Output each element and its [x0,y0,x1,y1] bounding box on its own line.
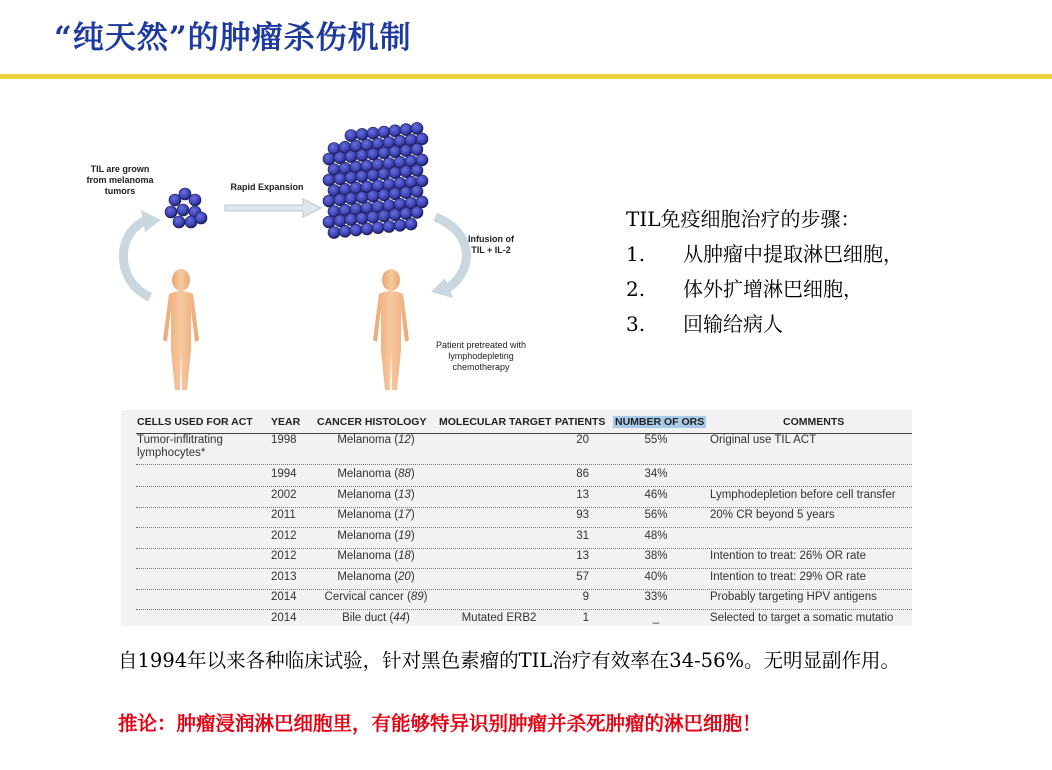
expanded-cell-cluster [323,122,428,238]
cell-year: 2013 [271,570,297,583]
lymphocyte-cell-icon [356,170,368,182]
cell-cells: Tumor-inflitrating lymphocytes* [137,434,223,459]
cell-target: Mutated ERB2 [461,611,537,624]
cell-comments: Intention to treat: 29% OR rate [710,570,866,583]
cell-ors: 40% [644,570,668,583]
cell-year: 2011 [271,509,296,521]
lymphocyte-cell-icon [345,151,357,163]
cell-year: 2014 [271,611,297,624]
lymphocyte-cell-icon [378,168,390,180]
lymphocyte-cell-icon [177,204,189,216]
lymphocyte-cell-icon [372,222,384,234]
table-row [121,487,912,507]
cell-year: 2002 [271,488,297,501]
left-cycle-arrow-icon [123,220,150,297]
step-item [626,237,903,272]
lymphocyte-cell-icon [323,174,335,186]
cell-year: 2012 [271,529,297,542]
label-patient-pretreated: Patient pretreated with lymphodepleting chemotherapy [435,340,527,372]
lymphocyte-cell-icon [389,188,401,200]
cell-comments: Original use TIL ACT [710,434,817,446]
patient-figure-left [163,269,199,390]
lymphocyte-cell-icon [323,195,335,207]
row-divider [136,464,912,465]
cell-comments: Probably targeting HPV antigens [710,591,877,603]
lymphocyte-cell-icon [356,212,368,224]
table-row [121,589,912,609]
cell-histology: Melanoma (12) [337,434,415,446]
lymphocyte-cell-icon [356,191,368,203]
lymphocyte-cell-icon [411,164,423,176]
cell-histology: Melanoma (88) [337,468,415,480]
small-cell-cluster [165,188,207,228]
lymphocyte-cell-icon [356,128,368,140]
lymphocyte-cell-icon [345,130,357,142]
lymphocyte-cell-icon [400,145,412,157]
cell-patients: 93 [576,509,589,521]
lymphocyte-cell-icon [367,190,379,202]
step-text: 回输给病人 [683,312,783,336]
cell-patients: 1 [582,611,589,624]
cell-ors: _ [652,611,660,624]
cell-patients: 13 [576,550,589,562]
cell-ors: 56% [644,509,668,521]
lymphocyte-cell-icon [339,225,351,237]
lymphocyte-cell-icon [411,143,423,155]
lymphocyte-cell-icon [356,149,368,161]
cell-comments: Selected to target a somatic mutatio [710,611,894,624]
steps-heading: TIL免疫细胞治疗的步骤： [626,207,861,231]
cell-ors: 46% [644,488,668,501]
lymphocyte-cell-icon [378,210,390,222]
lymphocyte-cell-icon [334,152,346,164]
left-arrowhead-icon [141,210,161,232]
lymphocyte-cell-icon [367,148,379,160]
cell-year: 1994 [271,468,297,480]
cell-histology: Melanoma (18) [337,550,415,562]
cell-histology: Melanoma (17) [337,509,415,521]
lymphocyte-cell-icon [383,221,395,233]
lymphocyte-cell-icon [361,223,373,235]
cell-ors: 55% [644,434,668,446]
step-number: 1. [626,242,646,266]
lymphocyte-cell-icon [189,194,201,206]
cell-histology: Bile duct (44) [342,611,410,624]
lymphocyte-cell-icon [367,211,379,223]
step-text: 从肿瘤中提取淋巴细胞， [683,242,903,266]
label-infusion: Infusion of TIL + IL-2 [468,234,514,255]
lymphocyte-cell-icon [389,209,401,221]
lymphocyte-cell-icon [367,127,379,139]
cell-comments: 20% CR beyond 5 years [710,509,835,521]
cell-histology: Melanoma (20) [337,570,415,583]
cell-histology: Melanoma (19) [337,529,415,542]
table-row [121,610,912,630]
lymphocyte-cell-icon [350,224,362,236]
conclusion-text: 自1994年以来各种临床试验，针对黑色素瘤的TIL治疗有效率在34-56%。无明显副作用。 [118,649,901,672]
inference-text: 推论：肿瘤浸润淋巴细胞里，有能够特异识别肿瘤并杀死肿瘤的淋巴细胞！ [118,712,762,735]
therapy-steps [626,202,903,342]
col-header-cells: CELLS USED FOR ACT [137,416,253,428]
table-row [121,569,912,589]
lymphocyte-cell-icon [389,146,401,158]
cell-year: 1998 [271,434,297,446]
lymphocyte-cell-icon [334,215,346,227]
cell-ors: 38% [644,550,668,562]
lymphocyte-cell-icon [389,167,401,179]
lymphocyte-cell-icon [400,166,412,178]
slide-title: “纯天然”的肿瘤杀伤机制 [54,20,412,56]
lymphocyte-cell-icon [367,169,379,181]
lymphocyte-cell-icon [173,216,185,228]
label-til-grown: TIL are grown from melanoma tumors [86,164,154,196]
lymphocyte-cell-icon [394,219,406,231]
cell-ors: 33% [644,591,668,603]
lymphocyte-cell-icon [411,122,423,134]
lymphocyte-cell-icon [323,153,335,165]
table-row [121,434,912,466]
step-item [626,272,903,307]
lymphocyte-cell-icon [345,214,357,226]
lymphocyte-cell-icon [328,227,340,239]
cell-patients: 13 [576,488,589,501]
step-text: 体外扩增淋巴细胞， [683,277,863,301]
lymphocyte-cell-icon [165,206,177,218]
col-header-target: MOLECULAR TARGET [439,416,552,428]
cell-patients: 31 [576,529,589,542]
lymphocyte-cell-icon [334,194,346,206]
cell-year: 2014 [271,591,297,603]
table-row [121,528,912,548]
til-process-diagram [75,122,545,392]
lymphocyte-cell-icon [416,154,428,166]
lymphocyte-cell-icon [405,218,417,230]
title-rule [0,74,1052,79]
lymphocyte-cell-icon [411,206,423,218]
cell-histology: Cervical cancer (89) [324,591,428,603]
label-rapid-expansion: Rapid Expansion [230,182,304,192]
cell-comments: Intention to treat: 26% OR rate [710,550,866,562]
col-header-patients: PATIENTS [555,416,606,428]
lymphocyte-cell-icon [416,133,428,145]
lymphocyte-cell-icon [400,124,412,136]
lymphocyte-cell-icon [323,216,335,228]
cell-ors: 48% [644,529,668,542]
lymphocyte-cell-icon [416,196,428,208]
table-row [121,507,912,527]
cell-comments: Lymphodepletion before cell transfer [710,488,896,501]
step-item [626,307,903,342]
cell-patients: 57 [576,570,589,583]
lymphocyte-cell-icon [195,212,207,224]
lymphocyte-cell-icon [378,126,390,138]
expansion-arrow-icon [225,199,321,217]
lymphocyte-cell-icon [389,125,401,137]
lymphocyte-cell-icon [378,147,390,159]
col-header-ors: NUMBER OF ORS [615,416,705,428]
lymphocyte-cell-icon [345,193,357,205]
table-row [121,466,912,486]
lymphocyte-cell-icon [416,175,428,187]
step-number: 3. [626,312,646,336]
table-row [121,548,912,568]
cell-patients: 9 [582,591,589,603]
col-header-year: YEAR [271,416,301,428]
lymphocyte-cell-icon [378,189,390,201]
cell-patients: 86 [576,468,589,480]
cell-patients: 20 [576,434,589,446]
patient-figure-right [373,269,409,390]
lymphocyte-cell-icon [345,172,357,184]
col-header-histology: CANCER HISTOLOGY [317,416,427,428]
lymphocyte-cell-icon [334,173,346,185]
act-trials-table [121,410,912,626]
cell-histology: Melanoma (13) [337,488,415,501]
lymphocyte-cell-icon [400,187,412,199]
lymphocyte-cell-icon [411,185,423,197]
col-header-comments: COMMENTS [783,416,845,428]
step-number: 2. [626,277,646,301]
cell-ors: 34% [644,468,668,480]
cell-year: 2012 [271,550,297,562]
lymphocyte-cell-icon [400,208,412,220]
